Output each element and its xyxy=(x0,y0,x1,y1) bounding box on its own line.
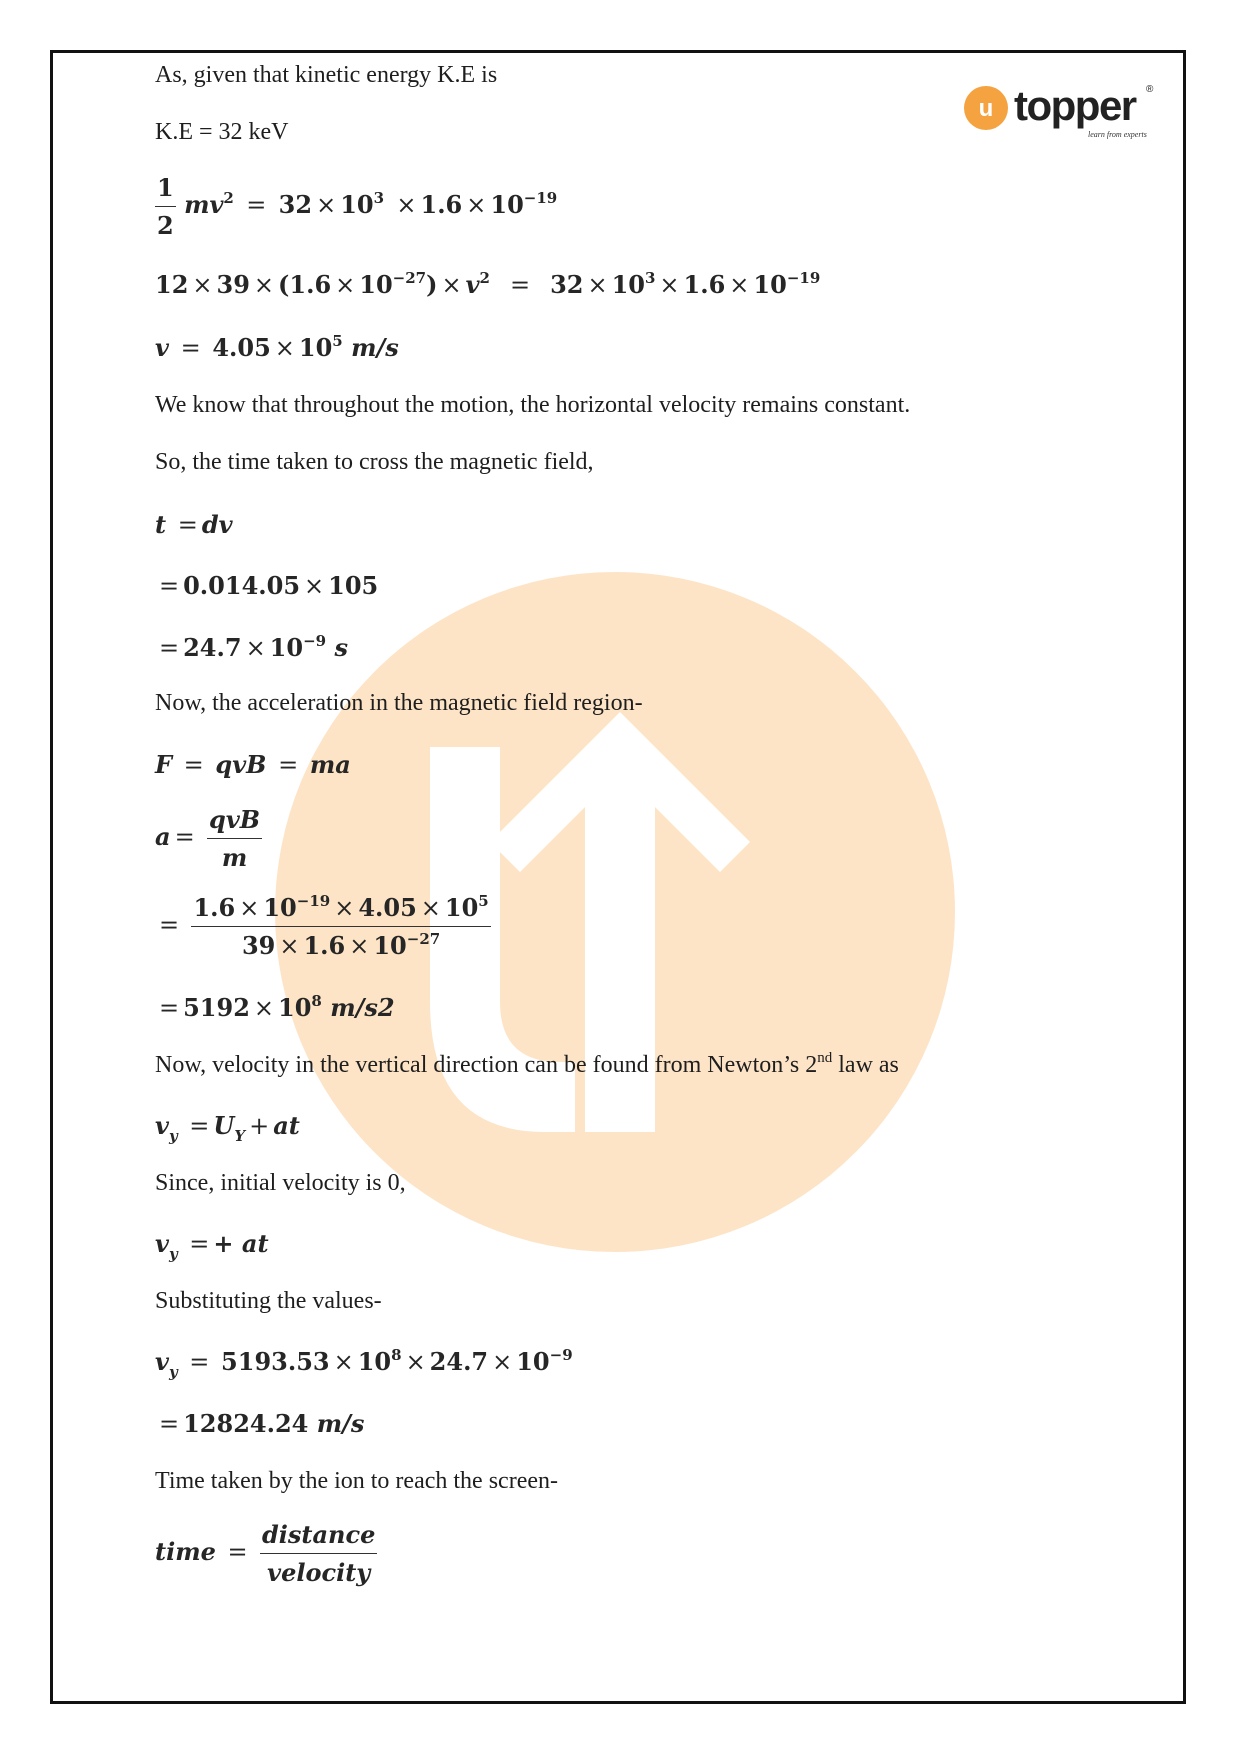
line-time-taken: So, the time taken to cross the magnetic field, xyxy=(155,449,594,475)
eq-time: t = dv xyxy=(155,510,233,539)
eq-kinetic-energy: $\frac{1}{2}$ $mv^2 = 32 \times 10^3 \times 1.6 \times 10^{-19}$ xyxy=(157,173,558,240)
eq-vy-result: = 12824.24 m/s xyxy=(159,1409,365,1438)
line-acceleration: Now, the acceleration in the magnetic field region- xyxy=(155,690,643,716)
line-time-to-screen: Time taken by the ion to reach the screen- xyxy=(155,1468,558,1494)
line-initial-velocity: Since, initial velocity is 0, xyxy=(155,1170,406,1196)
fraction-distance-velocity: $\frac{\text{distance}}{\text{velocity}}$ xyxy=(261,1520,376,1587)
eq-acceleration-result: = $5192 \times 10^8$ m/s2 xyxy=(159,992,395,1022)
svg-text:®: ® xyxy=(1146,84,1154,95)
eq-vy-substitution: $v_y = 5193.53 \times 10^8 \times 24.7 \times 10^{-9}$ xyxy=(155,1346,573,1381)
eq-time-substitution: = 0.014.05 × 105 xyxy=(159,571,379,600)
fraction-half: $\frac{1}{2}$ xyxy=(157,173,174,240)
eq-acceleration-formula: a = $\frac{\text{qvB}}{m}$ xyxy=(155,805,261,872)
eq-vertical-velocity: $v_y = U_Y$ + at xyxy=(155,1111,300,1145)
eq-time-distance-velocity: time = $\frac{\text{distance}}{\text{velocity}}$ xyxy=(155,1520,376,1587)
eq-mass-substitution: $12 \times 39 \times (1.6 \times 10^{-27}) \times v^2 = 32 \times 10^3 \times 1.6 \times 10^{-19}$ xyxy=(155,269,821,299)
logo-wordmark: topper xyxy=(1014,82,1136,129)
topper-logo xyxy=(962,80,1162,146)
line-substituting: Substituting the values- xyxy=(155,1288,382,1314)
fraction-acceleration-values: $\frac{1.6 \times 10^{-19} \times 4.05 \times 10^5}{39 \times 1.6 \times 10^{-27}}$ xyxy=(193,892,489,960)
eq-velocity: $v = 4.05 \times 10^5$ m/s xyxy=(155,332,399,362)
line-newtons-law: Now, velocity in the vertical direction can be found from Newton’s 2nd law as xyxy=(155,1050,899,1078)
eq-time-result: = $24.7 \times 10^{-9}$ s xyxy=(159,632,348,662)
logo-tagline: learn from experts xyxy=(1088,130,1147,139)
eq-vy-at: $v_y$ = + at xyxy=(155,1229,269,1263)
eq-acceleration-substitution: = $\frac{1.6 \times 10^{-19} \times 4.05 \times 10^5}{39 \times 1.6 \times 10^{-27}}$ xyxy=(159,892,489,960)
svg-text:u: u xyxy=(978,95,994,122)
eq-force: F = qvB = ma xyxy=(155,750,351,779)
line-horizontal-velocity: We know that throughout the motion, the horizontal velocity remains constant. xyxy=(155,392,911,418)
line-given-ke: As, given that kinetic energy K.E is xyxy=(155,62,498,88)
fraction-qvb-m: $\frac{\text{qvB}}{m}$ xyxy=(209,805,261,872)
line-ke-value: K.E = 32 keV xyxy=(155,119,289,145)
